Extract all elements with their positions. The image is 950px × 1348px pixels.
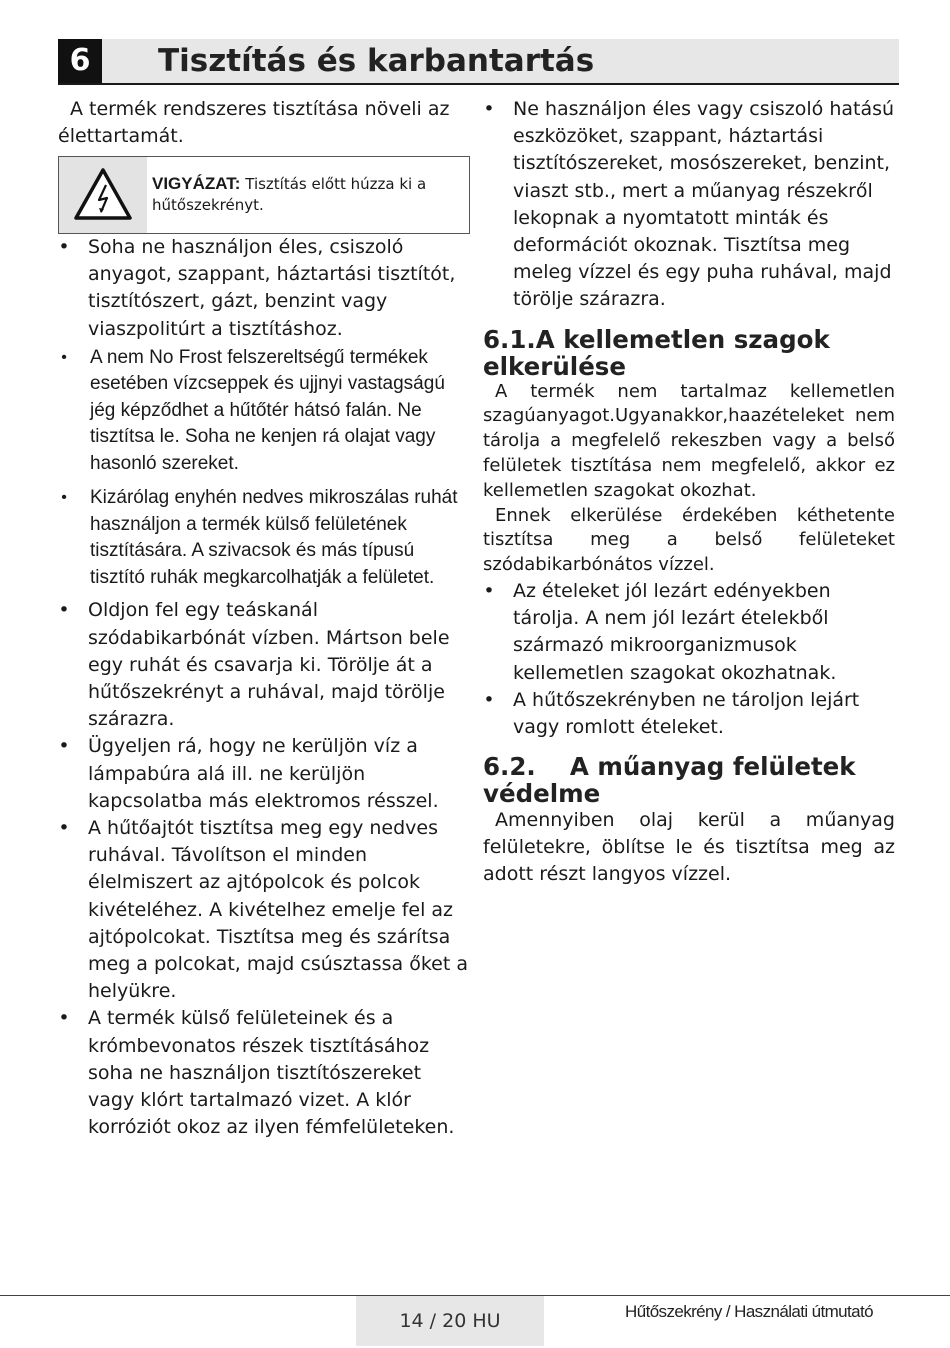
list-item (58, 234, 470, 343)
section-6-2-paragraph: Amennyiben olaj kerül a műanyag felületekre, öblítse le és tisztítsa meg az adott részt langyos vízzel. (483, 809, 895, 886)
section-6-1-paragraph: A termék nem tartalmaz kellemetlen szagúanyagot.Ugyanakkor,haazételeket nem tárolja a megfelelő rekeszben vagy a belső felületek tisztítása nem megfelelő, akkor ez kellemetlen szagokat okozhat. (483, 380, 895, 501)
warning-message: Tisztítás előtt húzza ki a hűtőszekrényt. (152, 175, 427, 214)
cleaning-instructions-list (58, 234, 470, 1141)
list-item (483, 687, 895, 741)
bullet-icon: • (483, 688, 495, 711)
list-item-text: A hűtőszekrényben ne tároljon lejárt vagy romlott ételeket. (513, 688, 860, 739)
section-heading-6-2: 6.2. A műanyag felületek védelme (483, 752, 865, 809)
chapter-number: 6 (58, 39, 102, 83)
bullet-icon: • (58, 599, 70, 622)
list-item-text: A nem No Frost felszereltségű termékek esetében vízcseppek és ujjnyi vastagságú jég képződhet a hűtőtér hátsó falán. Ne tisztítsa le. Soha ne kenjen rá olajat vagy hasonló szereket. (90, 346, 445, 474)
list-item-text: Soha ne használjon éles, csiszoló anyagot, szappant, háztartási tisztítót, tisztítószert, gázt, benzint vagy viaszpolitúrt a tisztításhoz. (88, 236, 456, 340)
list-item-text: A termék külső felületeinek és a krómbevonatos részek tisztításához soha ne használjon tisztítószereket vagy klórt tartalmazó vizet. A klór korróziót okoz az ilyen fémfelületeken. (88, 1007, 455, 1139)
left-column (58, 96, 470, 1141)
warning-text (152, 173, 468, 216)
list-item (58, 733, 470, 815)
bullet-icon: • (483, 98, 495, 120)
chapter-header (58, 39, 899, 85)
section-heading-6-1: 6.1.A kellemetlen szagok elkerülése (483, 324, 830, 381)
list-item-text: Oldjon fel egy teáskanál szódabikarbónát vízben. Mártson bele egy ruhát és csavarja ki. Törölje át a hűtőszekrényt a ruhával, majd törölje szárazra. (88, 599, 450, 731)
list-item-text: Ügyeljen rá, hogy ne kerüljön víz a lámpabúra alá ill. ne kerüljön kapcsolatba más elektromos résszel. (88, 735, 439, 812)
chapter-title: Tisztítás és karbantartás (158, 43, 595, 79)
list-item (483, 96, 895, 314)
list-item (58, 345, 470, 478)
odor-prevention-list (483, 578, 895, 741)
warning-label: VIGYÁZAT: (152, 174, 241, 193)
list-item (483, 578, 895, 687)
section-6-1-paragraph-2: Ennek elkerülése érdekében kéthetente tisztítsa meg a belső felületeket szódabikarbónátos vízzel. (483, 504, 895, 576)
bullet-icon: • (58, 816, 70, 839)
list-item-text: Az ételeket jól lezárt edényekben tárolja. A nem jól lezárt ételekből származó mikroorganizmusok kellemetlen szagokat okozhatnak. (513, 580, 837, 684)
list-item (58, 597, 470, 733)
list-item (58, 485, 470, 591)
footer-document-title: Hűtőszekrény / Használati útmutató (625, 1302, 873, 1321)
list-item (58, 1005, 470, 1141)
list-item-text: A hűtőajtót tisztítsa meg egy nedves ruhával. Távolítson el minden élelmiszert az ajtópolcok és polcok kivételéhez. A kivételhez emelje fel az ajtópolcokat. Tisztítsa meg és szárítsa meg a polcokat, majd csúsztassa őket a helyükre. (88, 816, 468, 1003)
bullet-icon: • (61, 348, 67, 366)
bullet-icon: • (58, 735, 70, 758)
list-item-text: Kizárólag enyhén nedves mikroszálas ruhát használjon a termék külső felületének tisztítására. A szivacsok és más típusú tisztító ruhák megkarcolhatják a felületet. (90, 487, 458, 588)
bullet-icon: • (58, 236, 70, 258)
bullet-icon: • (58, 1007, 70, 1030)
list-item (58, 815, 470, 1005)
warning-box (58, 156, 470, 234)
electric-hazard-warning-icon (59, 157, 147, 233)
list-item-text: Ne használjon éles vagy csiszoló hatású eszközöket, szappant, háztartási tisztítószereket, mosószereket, benzint, viaszt stb., mert a műanyag részekről lekopnak a nyomtatott minták és deformációt okoznak. Tisztítsa meg meleg vízzel és egy puha ruhával, majd törölje szárazra. (513, 98, 895, 311)
intro-paragraph: A termék rendszeres tisztítása növeli az élettartamát. (58, 98, 450, 147)
right-column (483, 96, 895, 888)
bullet-icon: • (61, 489, 67, 507)
bullet-icon: • (483, 580, 495, 602)
page-number: 14 / 20 HU (356, 1296, 544, 1346)
plastic-care-list (483, 96, 895, 314)
